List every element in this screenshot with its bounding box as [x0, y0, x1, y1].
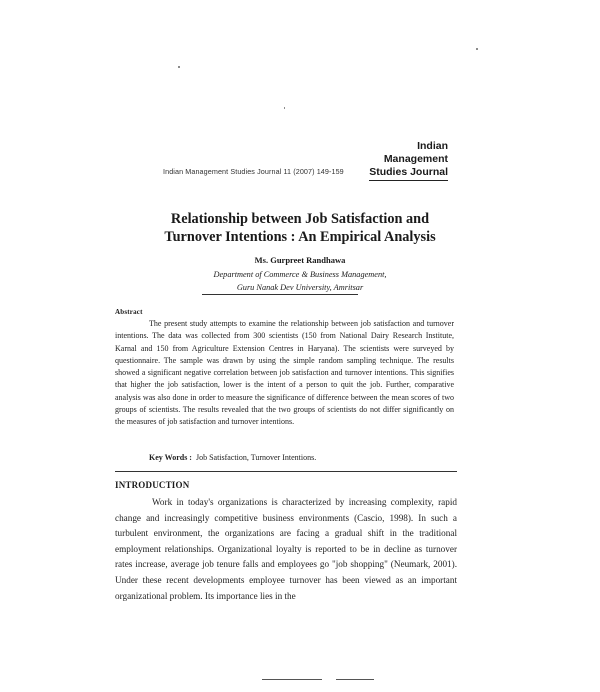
affiliation-divider	[202, 294, 358, 295]
footer-scan-rule	[262, 679, 322, 680]
keywords	[149, 453, 316, 462]
scan-speck	[476, 48, 478, 50]
footer-scan-rule	[336, 679, 374, 680]
masthead-line-2: Management	[383, 153, 448, 165]
introduction-heading: INTRODUCTION	[115, 480, 190, 490]
author-name: Ms. Gurpreet Randhawa	[254, 255, 346, 265]
journal-masthead	[369, 140, 448, 181]
affiliation-line-1: Department of Commerce & Business Management,	[213, 270, 387, 279]
masthead-line-3: Studies Journal	[369, 166, 448, 181]
abstract-text: The present study attempts to examine the relationship between job satisfaction and turnover intentions. The data was collected from 300 scientists (150 from National Dairy Research Institute, Karnal and 150 from Agriculture Extension Centres in Haryana). The scientists were surveyed by questionnaire. The sample was drawn by using the simple random sampling technique. The results showed a significant negative correlation between job satisfaction and turnover intentions. This signifies that higher the job satisfaction, lower is the intent of a person to quit the job. Further, comparative analysis was also done in order to measure the significance of difference between the mean scores of two groups of scientists. The results revealed that the two groups of scientists do not differ significantly on the measures of job satisfaction and turnover intentions.	[115, 319, 454, 427]
title-line-1: Relationship between Job Satisfaction and	[170, 211, 430, 227]
scan-speck	[284, 107, 285, 109]
keywords-value: Job Satisfaction, Turnover Intentions.	[195, 453, 317, 462]
masthead-line-1: Indian	[417, 140, 448, 152]
running-head: Indian Management Studies Journal 11 (2007) 149-159	[163, 167, 344, 176]
abstract-label: Abstract	[115, 308, 143, 316]
abstract-divider	[115, 471, 457, 472]
paper-title	[90, 210, 510, 246]
title-line-2: Turnover Intentions : An Empirical Analysis	[164, 229, 436, 245]
keywords-label: Key Words :	[149, 453, 192, 462]
introduction-text: Work in today's organizations is characterized by increasing complexity, rapid change and increasingly competitive business environments (Cascio, 1998). In such a turbulent environment, the organizations are facing a gradual shift in the traditional employment relationships. Organizational loyalty is reported to be in decline as turnover rates increase, average job tenure falls and employees go "job shopping" (Neumark, 2001). Under these recent developments employee turnover has been viewed as an important organizational problem. Its importance lies in the	[115, 497, 457, 601]
scan-speck	[178, 66, 180, 68]
author-affiliation	[90, 268, 510, 294]
affiliation-line-2: Guru Nanak Dev University, Amritsar	[236, 283, 364, 292]
